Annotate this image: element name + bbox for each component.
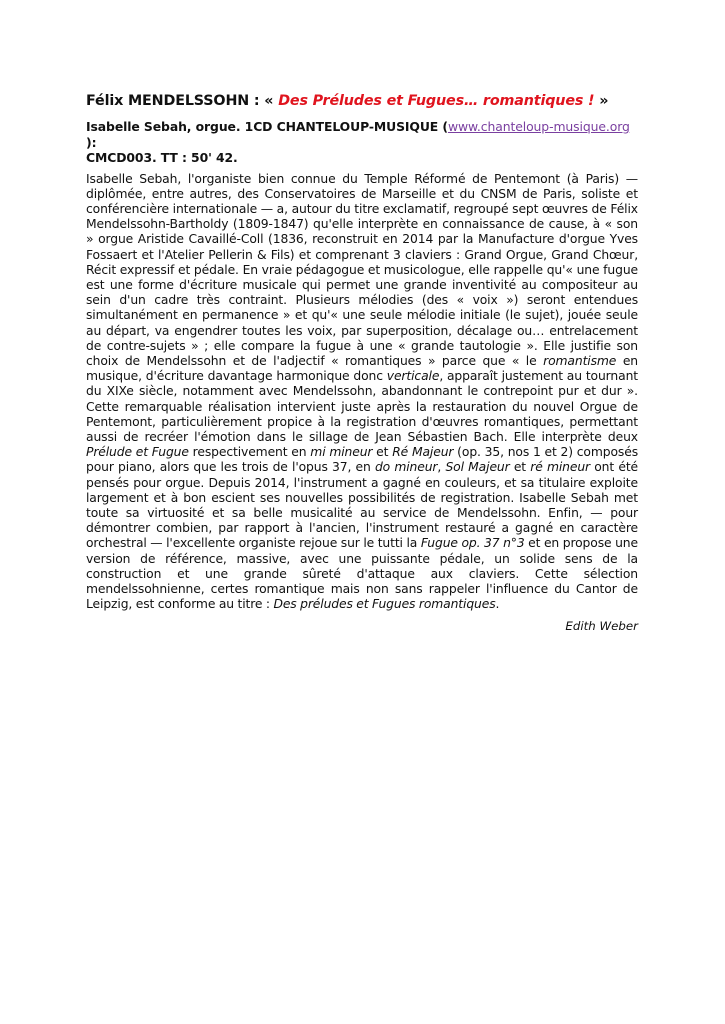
body-text-run: en musique, d'écriture davantage harmonique donc — [86, 353, 638, 384]
italic-title-text: verticale — [386, 369, 440, 384]
italic-title-text: mi mineur — [310, 445, 373, 460]
review-article — [86, 92, 638, 634]
body-text-run: (op. 35, nos 1 et 2) composés pour piano, alors que les trois de l'opus 37, en — [86, 445, 639, 475]
body-text-run: ont été pensés pour orgue. Depuis 2014, l'instrument a gagné en couleurs, et sa titulaire exploite largement et à bon escient ses nouvelles possibilités de registration. Isabelle Sebah met toute sa virtuosité et sa belle musicalité au service de Mendelssohn. Enfin, — pour démontrer combien, par rapport à l'ancien, l'instrument restauré a gagné en caractère orchestral — l'excellente organiste rejoue sur le tutti la — [86, 460, 639, 551]
body-text-run: respectivement en — [188, 445, 311, 460]
author-signature: Edith Weber — [565, 619, 638, 634]
credits-performer-label: Isabelle Sebah, orgue. 1CD CHANTELOUP-MUSIQUE ( — [86, 119, 448, 134]
italic-title-text: Sol Majeur — [445, 460, 510, 475]
body-text-run: et en propose une version de référence, massive, avec une puissante pédale, un solide sens de la construction et une grande sûreté d'attaque aux claviers. Cette sélection mendelssohnienne, certes romantique mais non sans rappeler l'influence du Cantor de Leipzig, est conforme au titre : — [86, 536, 638, 612]
title-work: Des Préludes et Fugues… romantiques ! — [278, 93, 595, 109]
article-title — [86, 92, 638, 110]
italic-title-text: Fugue op. 37 n°3 — [420, 536, 525, 551]
body-text-run: et — [372, 445, 393, 460]
body-text-run: Isabelle Sebah, l'organiste bien connue du Temple Réformé de Pentemont (à Paris) — diplômée, entre autres, des Conservatoires de Marseille et du CNSM de Paris, soliste et conférencière internationale — a, autour du titre exclamatif, regroupé sept œuvres de Félix Mendelssohn-Bartholdy (1809-1847) qu'elle interprète en connaissance de cause, à « son » orgue Aristide Cavaillé-Coll (1836, reconstruit en 2014 par la Manufacture d'orgue Yves Fossaert et l'Atelier Pellerin & Fils) et comprenant 3 claviers : Grand Orgue, Grand Chœur, Récit expressif et pédale. En vraie pédagogue et musicologue, elle rappelle qu'« une fugue est une forme d'écriture musicale qui permet une grande inventivité au compositeur au sein d'un cadre très contraint. Plusieurs mélodies (des « voix ») seront entendues simultanément en permanence » et qu'« une seule mélodie initiale (le sujet), jouée seule au départ, va engendrer toutes les voix, par superposition, décalage ou… entrelacement de contre-sujets » ; elle compare la fugue à une « grande tautologie ». Elle justifie son choix de Mendelssohn et de l'adjectif « romantiques » parce que « le — [86, 171, 638, 368]
title-suffix: » — [594, 93, 609, 109]
body-text-run: , apparaît justement au tournant du XIXe siècle, notamment avec Mendelssohn, abandonnant le contrepoint pur et dur ». Cette remarquable réalisation intervient juste après la restauration du nouvel Orgue de Pentemont, particulièrement propice à la registration d'œuvres romantiques, permettant aussi de recréer l'émotion dans le sillage de Jean Sébastien Bach. Elle interprète deux — [86, 369, 638, 444]
italic-title-text: ré mineur — [530, 460, 590, 475]
italic-title-text: Des préludes et Fugues romantiques — [273, 597, 496, 612]
label-website-link[interactable]: www.chanteloup-musique.org — [447, 119, 630, 134]
album-credits — [86, 119, 638, 166]
credits-link-close: ): — [86, 134, 97, 150]
body-text-run: et — [509, 460, 531, 475]
italic-title-text: romantisme — [543, 353, 617, 368]
review-body — [86, 172, 638, 613]
italic-title-text: do mineur — [374, 460, 438, 475]
italic-title-text: Prélude et Fugue — [86, 445, 189, 460]
italic-title-text: Ré Majeur — [392, 445, 454, 460]
credits-catalog: CMCD003. TT : 50' 42. — [86, 150, 238, 165]
title-composer: Félix MENDELSSOHN : « — [86, 93, 279, 109]
body-text-run: , — [437, 460, 446, 475]
body-text-run: . — [495, 597, 500, 612]
